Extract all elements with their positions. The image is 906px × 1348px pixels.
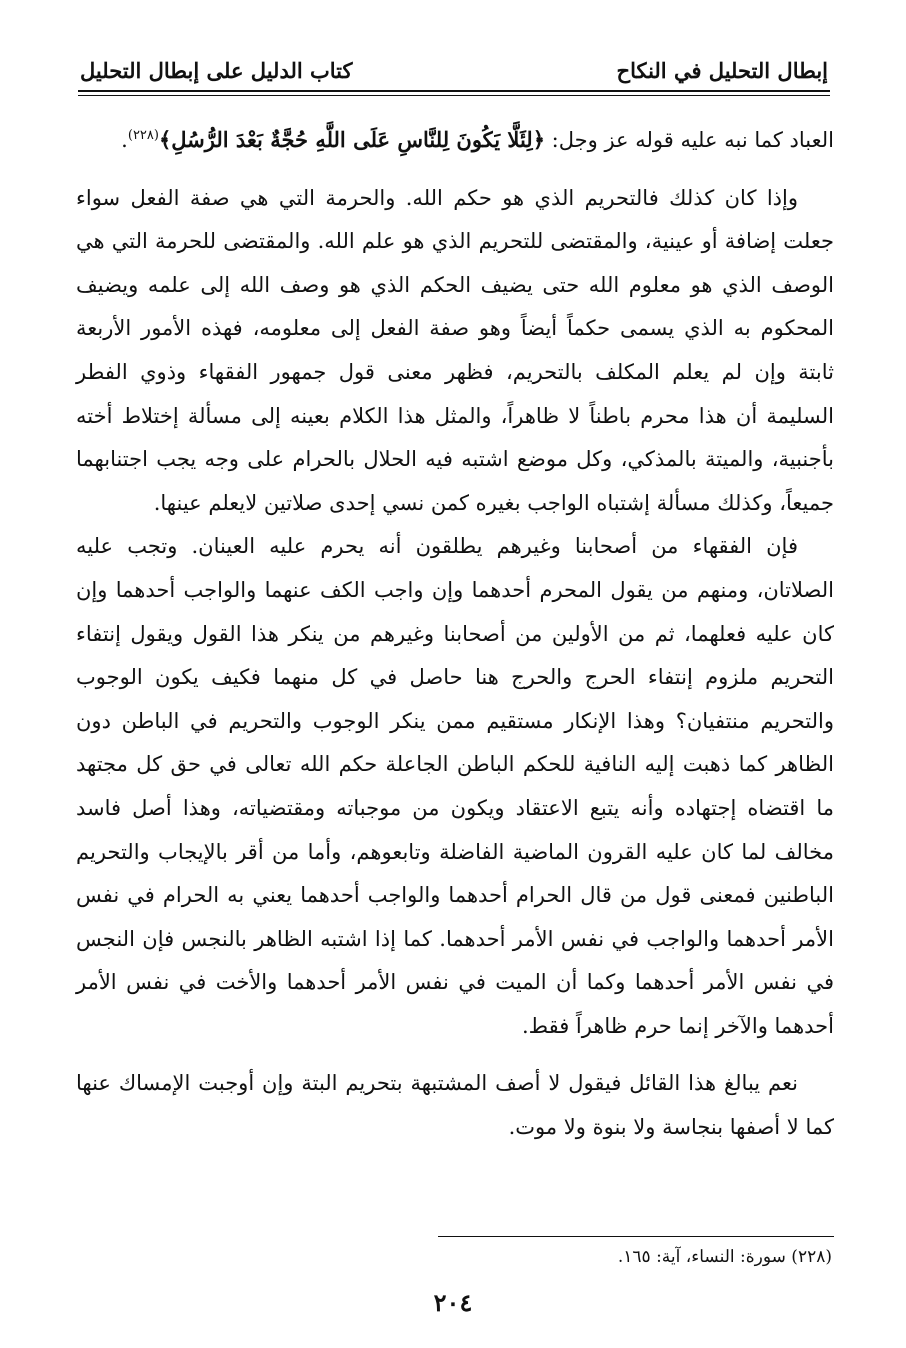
paragraph-3: فإن الفقهاء من أصحابنا وغيرهم يطلقون أنه يحرم عليه العينان. وتجب عليه الصلاتان، ومنهم من يقول المحرم أحدهما وإن واجب الكف عنهما والواجب أحدهما وإن كان عليه فعلهما، ثم من الأولين من أصحابنا وغيرهم من ينكر هذا القول ويقول إنتفاء التحريم ملزوم إنتفاء الحرج والحرج هنا حاصل في كل منهما فكيف يكون الوجوب والتحريم منتفيان؟ وهذا الإنكار مستقيم ممن ينكر الوجوب والتحريم في الباطن دون الظاهر كما ذهبت إليه النافية للحكم الباطن الجاعلة حكم الله تعالى في حق كل مجتهد ما اقتضاه إجتهاده وأنه يتبع الاعتقاد ويكون من موجباته ومقتضياته، وهذا أصل فاسد مخالف لما كان عليه القرون الماضية الفاضلة وتابعوهم، وأما من أقر بالإيجاب والتحريم الباطنين فمعنى قول من قال الحرام أحدهما والواجب أحدهما يعني به الحرام في نفس الأمر أحدهما والواجب في نفس الأمر أحدهما. كما إذا اشتبه الظاهر بالنجس فإن النجس في نفس الأمر أحدهما وكما أن الميت في نفس الأمر أحدهما والأخت في نفس الأمر أحدهما والآخر إنما حرم ظاهراً فقط. bbox=[76, 534, 834, 1038]
quran-verse: ﴿لِئَلَّا يَكُونَ لِلنَّاسِ عَلَى اللَّهِ حُجَّةٌ بَعْدَ الرُّسُلِ﴾ bbox=[158, 127, 545, 152]
main-text bbox=[76, 118, 834, 1150]
footnote: (٢٢٨) سورة: النساء، آية: ١٦٥. bbox=[617, 1247, 832, 1267]
footnote-rule bbox=[438, 1236, 834, 1237]
paragraph-1 bbox=[76, 118, 834, 163]
paragraph-1-lead: العباد كما نبه عليه قوله عز وجل: bbox=[545, 128, 834, 152]
chapter-title: إبطال التحليل في النكاح bbox=[616, 57, 828, 83]
book-title: كتاب الدليل على إبطال التحليل bbox=[80, 57, 353, 83]
header-rule-thick bbox=[78, 90, 830, 92]
paragraph-2: وإذا كان كذلك فالتحريم الذي هو حكم الله. والحرمة التي هي صفة الفعل سواء جعلت إضافة أو عينية، والمقتضى للتحريم الذي هو علم الله. والمقتضى للحرمة التي هي الوصف الذي هو معلوم الله حتى يضيف الحكم الذي هو وصف الله إلى علمه ويضيف المحكوم به الذي يسمى حكماً أيضاً وهو صفة الفعل إلى معلومه، فهذه الأمور الأربعة ثابتة وإن لم يعلم المكلف بالتحريم، فظهر معنى قول جمهور الفقهاء وذوي الفطر السليمة أن هذا محرم باطناً لا ظاهراً، والمثل هذا الكلام بعينه إلى مسألة إختلاط أخته بأجنبية، والميتة بالمذكي، وكل موضع اشتبه فيه الحلال بالحرام على وجه يجب اجتنابهما جميعاً، وكذلك مسألة إشتباه الواجب بغيره كمن نسي إحدى صلاتين لايعلم عينها. bbox=[76, 185, 834, 515]
paragraph-1-tail: . bbox=[121, 128, 128, 152]
header-rule-thin bbox=[78, 95, 830, 96]
paragraph-4: نعم يبالغ هذا القائل فيقول لا أصف المشتبهة بتحريم البتة وإن أوجبت الإمساك عنها كما لا أصفها بنجاسة ولا بنوة ولا موت. bbox=[76, 1071, 834, 1140]
footnote-reference[interactable]: (٢٢٨) bbox=[127, 128, 159, 143]
running-head bbox=[80, 52, 828, 88]
page-number: ٢٠٤ bbox=[433, 1288, 473, 1317]
